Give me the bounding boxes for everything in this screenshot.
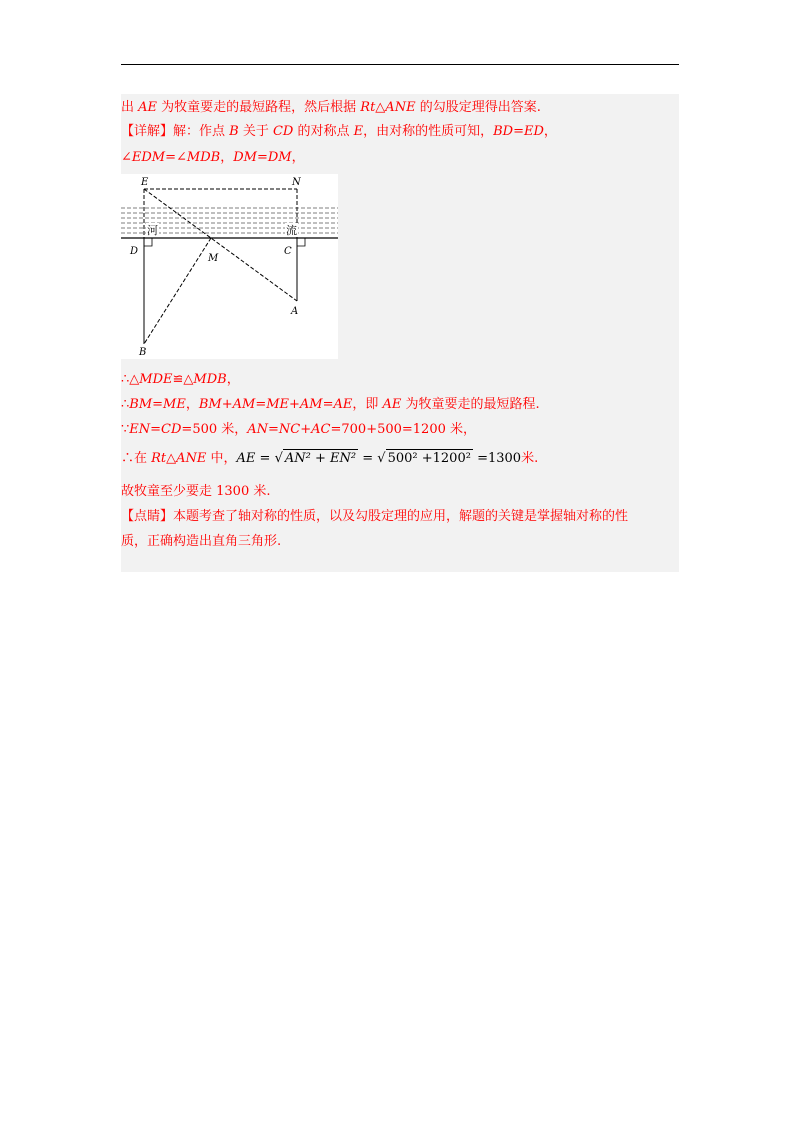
text: 关于 [238,124,273,139]
text: =700+500=1200 米， [330,422,477,437]
label-e: E [141,177,149,188]
text: 为牧童要走的最短路程. [401,397,540,412]
segment-ea [144,189,297,301]
text: 为牧童要走的最短路程，然后根据 [157,100,361,115]
text-line-7 [121,449,538,468]
sqrt-1: √ AN² + EN² [274,451,357,466]
text: ， [220,150,234,165]
var-sum: BM+AM=ME+AM=AE [198,397,353,412]
text: ， [185,397,199,412]
text: ∴在 [121,451,152,466]
diagram-svg [121,174,338,359]
text-line-4 [121,371,240,389]
text-line-2 [121,123,557,141]
radicand-1: AN² + EN² [284,451,357,466]
solution-panel [121,94,679,572]
text-line-3 [121,149,305,167]
label-m: M [208,253,219,264]
sqrt-2: √ 500² +1200² [377,451,471,466]
river-diagram [121,174,338,359]
text: ≌△ [172,372,194,387]
text: =500 米， [181,422,248,437]
equation-lhs: AE = [236,451,271,466]
label-d: D [130,246,139,257]
river-label-1: 河 [147,224,158,237]
right-angle-d [144,238,152,246]
text: ， [291,150,305,165]
text-line-10 [121,533,281,551]
text: 故牧童至少要走 1300 米. [121,484,271,499]
text: 的勾股定理得出答案. [415,100,541,115]
text-line-6 [121,421,476,439]
var-bm-me: BM=ME [129,397,186,412]
text: ，由对称的性质可知， [363,124,494,139]
var-bd-ed: BD=ED [493,124,544,139]
equation-result: =1300 [477,451,522,466]
river-label-2: 流 [286,224,297,237]
text-line-9 [121,508,628,526]
right-angle-c [297,238,305,246]
text: ∵ [121,422,130,437]
equation-equals: = [362,451,374,466]
label-a: A [291,306,299,317]
var-mdb: MDB [193,372,227,387]
var-dm: DM=DM [233,150,292,165]
text: 米. [521,451,539,466]
text: ， [543,124,557,139]
angle-equality: ∠EDM=∠MDB [121,150,221,165]
var-rt-ane: Rt△ANE [151,451,207,466]
text: 出 [121,100,139,115]
text: 中， [206,451,237,466]
text: ， [226,372,240,387]
text: ，即 [352,397,383,412]
label-n: N [292,177,301,188]
header-rule [121,64,679,65]
text-line-1 [121,99,541,117]
text: ∴△ [121,372,140,387]
var-ae: AE [138,100,158,115]
text: ∴ [121,397,130,412]
var-an: AN=NC+AC [247,422,331,437]
var-mde: MDE [139,372,173,387]
label-b: B [139,347,147,358]
var-rt-ane: Rt△ANE [360,100,416,115]
var-e: E [353,124,364,139]
text: 【详解】解：作点 [121,124,230,139]
var-ae: AE [382,397,402,412]
label-c: C [284,246,292,257]
text-line-8 [121,483,270,501]
var-cd: CD [272,124,294,139]
text-line-5 [121,396,540,414]
text: 【点睛】本题考查了轴对称的性质，以及勾股定理的应用，解题的关键是掌握轴对称的性 [121,509,629,524]
text: 质，正确构造出直角三角形. [121,534,282,549]
var-b: B [229,124,239,139]
text: 的对称点 [293,124,354,139]
var-en-cd: EN=CD [129,422,182,437]
segment-mb [144,238,211,344]
radicand-2: 500² +1200² [387,451,471,466]
